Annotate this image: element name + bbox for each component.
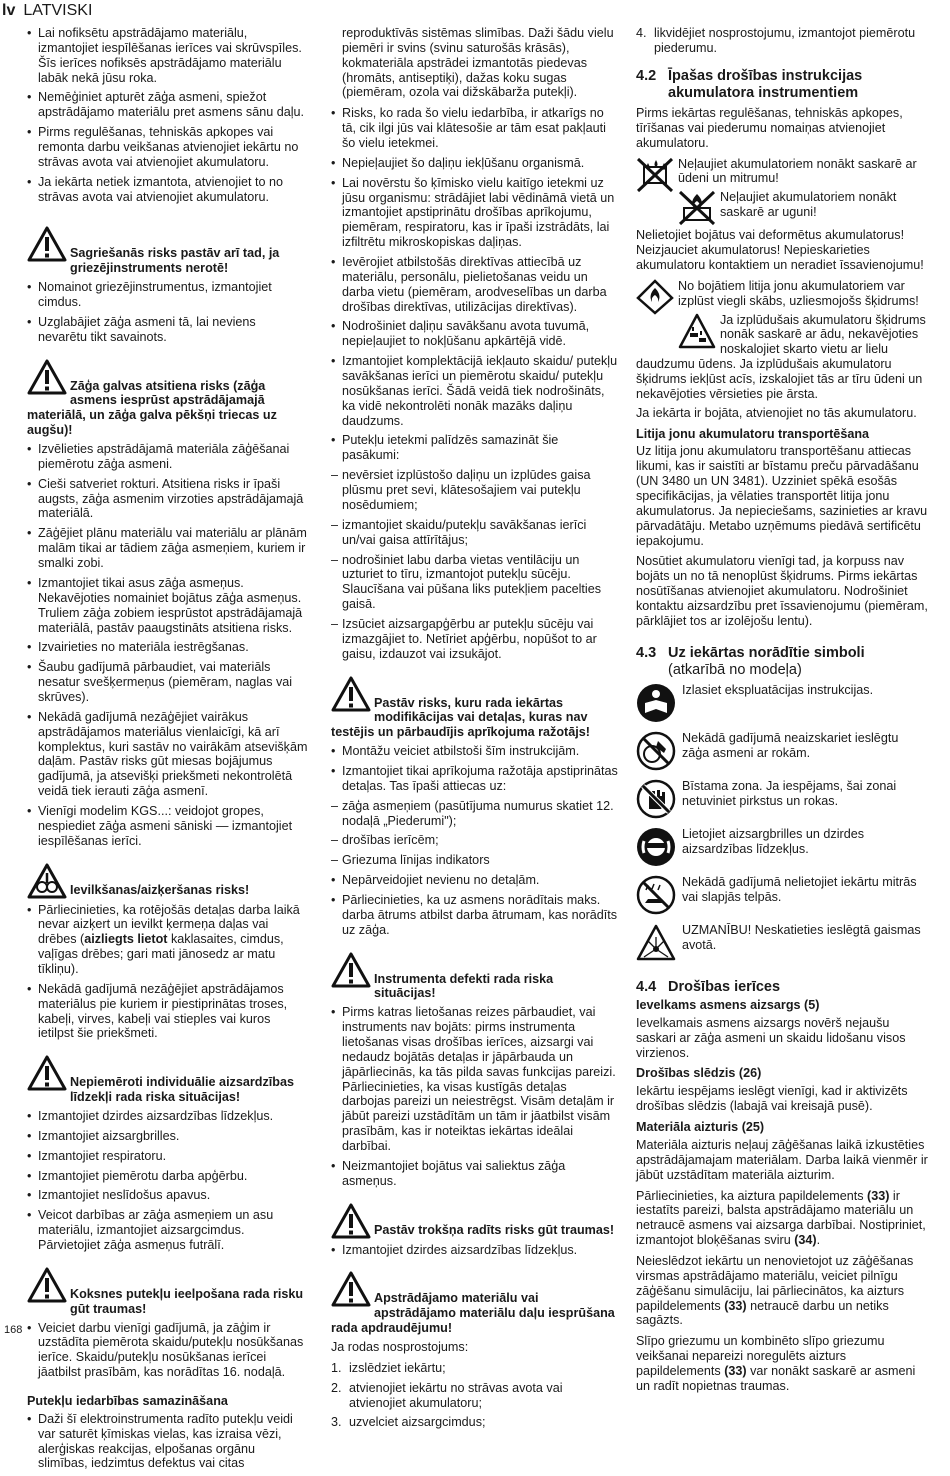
bullet-list — [331, 1243, 618, 1258]
list-item: – nodrošiniet labu darba vietas ventilāciju un uzturiet to tīru, izmantojot putekļu sūcēju. Slaucīšana vai pūšana liks putekļiem pacelties gaisā. — [331, 553, 618, 612]
flammable-fluid-notice: No bojātiem litija jonu akumulatoriem var izplūst viegli skābs, uzliesmojošs šķidrums! — [636, 279, 928, 309]
numbered-list — [636, 26, 928, 56]
read-manual-icon — [636, 683, 676, 723]
symbol-row: Nekādā gadījumā neaizskariet ieslēgtu zāģa asmeni ar rokām. — [636, 731, 928, 771]
list-item: • Šaubu gadījumā pārbaudiet, vai materiāls nesatur svešķermeņus (piemēram, naglas vai skrūves). — [27, 660, 308, 705]
list-item: • Nekādā gadījumā nezāģējiet vairākus apstrādājamos materiālus vienlaicīgi, kā arī komplektus, kuri sastāv no vairākām atsevišķām daļām. Pastāv risks gūt miesas bojājumus gadījumā, ja atsevišķi priekšmeti nekontrolētā veidā tiek ierauti zāģa asmenī. — [27, 710, 308, 799]
bullet-list — [27, 280, 308, 344]
list-item: • Nemēģiniet apturēt zāģa asmeni, spiežot apstrādājamo materiālu pret asmens sānu daļu. — [27, 90, 308, 120]
list-item: • Nomainot griezējinstrumentus, izmantojiet cimdus. — [27, 280, 308, 310]
warning-triangle-icon — [331, 952, 371, 988]
list-item: • Veicot darbības ar zāģa asmeņiem un asu materiālu, izmantojiet aizsargcimdus. Pārvietojiet zāģa asmeņus futrālī. — [27, 1208, 308, 1253]
corrosive-fluid-notice: Ja izplūdušais akumulatoru šķidrums nonāk saskarē ar ādu, nekavējoties noskalojiet skarto vietu ar lielu daudzumu ūdens. Ja izplūdušais akumulatoru šķidrums iekļūst acīs, izskalojiet tās ar tīru ūdeni un nekavējoties vērsieties pie ārsta. — [636, 312, 926, 401]
bullet-list — [27, 26, 308, 204]
warning-heading: Ievilkšanas/aizķeršanas risks! — [27, 863, 308, 899]
no-wet-use-icon — [636, 875, 676, 915]
paragraph: Pirms iekārtas regulēšanas, tehniskās apkopes, tīrīšanas vai piederumu nomaiņas atvienojiet akumulatoru. — [636, 105, 903, 150]
dash-list — [331, 799, 618, 868]
paragraph: Slīpo griezumu un kombinēto slīpo griezumu veikšanai nepareizi noregulēts aizturs papildelements (33) var nonākt saskarē ar asmeni un radīt nopietnas traumas. — [636, 1334, 916, 1393]
list-item: 1. izslēdziet iekārtu; — [331, 1360, 446, 1375]
entanglement-warning-icon — [27, 863, 67, 899]
warning-heading: Nepiemēroti individuālie aizsardzības līdzekļi rada riska situācijas! — [27, 1055, 308, 1105]
warning-heading: Koksnes putekļu ieelpošana rada risku gūt traumas! — [27, 1267, 308, 1317]
warning-triangle-icon — [27, 1267, 67, 1303]
section-heading: 4.4 Drošības ierīces — [636, 978, 781, 995]
bullet-list — [331, 106, 618, 463]
list-item: • Izmantojiet neslīdošus apavus. — [27, 1188, 308, 1203]
warning-triangle-icon — [27, 359, 67, 395]
no-fire-battery-icon — [678, 190, 716, 226]
bullet-list — [27, 1109, 308, 1253]
list-item: • Montāžu veiciet atbilstoši šīm instrukcijām. — [331, 744, 618, 759]
battery-water-notice: Neļaujiet akumulatoriem nonākt saskarē ar ūdeni un mitrumu! — [636, 157, 928, 187]
symbol-row: Bīstama zona. Ja iespējams, šai zonai netuviniet pirkstus un rokas. — [636, 779, 928, 819]
list-item: • Lai nofiksētu apstrādājamo materiālu, izmantojiet iespīlēšanas ierīces vai skrūvspīles. Šīs ierīces nofiksēs apstrādājamo materiālu labāk nekā jūsu roka. — [27, 26, 308, 85]
subsection-heading: Drošības slēdzis (26) — [636, 1066, 762, 1081]
paragraph: Ievelkamais asmens aizsargs novērš nejaušu saskari ar zāģa asmeni un skaidu lidošanu visos virzienos. — [636, 1015, 906, 1060]
list-item: • Nepieļaujiet šo daļiņu iekļūšanu organismā. — [331, 156, 618, 171]
paragraph: Nosūtiet akumulatoru vienīgi tad, ja korpuss nav bojāts un no tā nenoplūst šķidrums. Pirms iekārtas nosūtīšanas atvienojiet akumulatoru. Nodrošiniet kontaktu aizsardzību pret īssavienojumu (piemēram, pārklājiet tos ar izolējošu lentu). — [636, 554, 928, 628]
warning-heading: Pastāv trokšņa radīts risks gūt traumas! — [331, 1203, 618, 1239]
list-item: – drošības ierīcēm; — [331, 833, 618, 848]
list-item: – Izsūciet aizsargapģērbu ar putekļu sūcēju vai izmazgājiet to. Netīriet apģērbu, nopūšot to ar gaisu, izdauzot vai izsukājot. — [331, 617, 618, 662]
subsection-heading: Materiāla aizturis (25) — [636, 1120, 765, 1135]
no-water-battery-icon — [636, 157, 674, 193]
warning-heading: Sagriešanās risks pastāv arī tad, ja griezējinstruments nerotē! — [27, 226, 308, 276]
warning-heading: Instrumenta defekti rada riska situācijas! — [331, 952, 618, 1002]
keep-hands-away-icon — [636, 779, 676, 819]
page-number: 168 — [4, 1324, 23, 1337]
paragraph: Iekārtu iespējams ieslēgt vienīgi, kad ir aktivizēts drošības slēdzis (labajā vai kreisajā pusē). — [636, 1084, 908, 1114]
list-item: • Nepārveidojiet nevienu no detaļām. — [331, 873, 618, 888]
dash-list — [331, 468, 618, 661]
list-item: • Izmantojiet tikai asus zāģa asmeņus. Nekavējoties nomainiet bojātus zāģa asmeņus. Truliem zāģa zobiem iesprūstot apstrādājamajā materiālā, pastāv paaugstināts atsitiena risks. — [27, 576, 308, 635]
paragraph: Pārliecinieties, ka aiztura papildelements (33) ir iestatīts pareizi, balsta apstrādājamo materiālu un netraucē asmens vai aizsarga darbībai. Nostipriniet, izmantojot bloķēšanas sviru (34). — [636, 1188, 926, 1248]
symbol-row: Nekādā gadījumā nelietojiet iekārtu mitrās vai slapjās telpās. — [636, 875, 928, 915]
list-item: – Griezuma līnijas indikators — [331, 853, 618, 868]
list-item: • Nodrošiniet daļiņu savākšanu avota tuvumā, nepieļaujiet to nokļūšanu apkārtējā vidē. — [331, 319, 618, 349]
symbol-row: UZMANĪBU! Neskatieties ieslēgtā gaismas avotā. — [636, 923, 928, 963]
list-item: • Izmantojiet tikai aprīkojuma ražotāja apstiprinātas detaļas. Tas īpaši attiecas uz: — [331, 764, 618, 794]
list-item: • Veiciet darbu vienīgi gadījumā, ja zāģim ir uzstādīta piemērota skaidu/putekļu nosūkšanas ierīce. Skaidu/putekļu nosūkšanas ierīcei jāatbilst prasībām, kas norādītas 16. nodaļā. — [27, 1321, 308, 1380]
subsection-heading: Ievelkams asmens aizsargs (5) — [636, 998, 820, 1013]
bullet-list — [27, 903, 308, 1042]
laser-warning-icon — [636, 923, 676, 963]
paragraph: Neieslēdzot iekārtu un nenovietojot uz zāģēšanas virsmas apstrādājamo materiālu, veiciet pilnīgu zāģēšanu simulāciju, lai pārliecinātos, ka aizturs papildelements (33) netraucē darbu un netiks sagāzts. — [636, 1253, 914, 1328]
list-item: • Izvēlieties apstrādājamā materiāla zāģēšanai piemērotu zāģa asmeni. — [27, 442, 308, 472]
list-item: • Vienīgi modelim KGS...: veidojot gropes, nespiediet zāģa asmeni sāniski — izmantojiet iespīlēšanas ierīci. — [27, 804, 308, 849]
language-code: lv — [2, 2, 16, 19]
section-heading: Putekļu iedarbības samazināšana — [27, 1394, 228, 1409]
list-item: • Pārliecinieties, ka rotējošās detaļas darba laikā nevar aizķert un ievilkt ķermeņa daļas vai drēbes (aizliegts lietot kaklasaites, cimdus, vaļīgas drēbes; gari mati jānosedz ar matu tīkliņu). — [27, 903, 308, 977]
list-item: • Ja iekārta netiek izmantota, atvienojiet to no strāvas avota vai atvienojiet akumulatoru. — [27, 175, 308, 205]
warning-triangle-icon — [27, 226, 67, 262]
symbol-row: Lietojiet aizsargbrilles un dzirdes aizsardzības līdzekļus. — [636, 827, 928, 867]
wear-protection-icon — [636, 827, 676, 867]
list-item: • Uzglabājiet zāģa asmeni tā, lai neviens nevarētu tikt savainots. — [27, 315, 308, 345]
paragraph: Uz litija jonu akumulatoru transportēšanu attiecas likumi, kas ir saistīti ar bīstamu preču pārvadāšanu (UN 3480 un UN 3481). Uzziniet spēkā esošās specifikācijas, ja vēlaties transportēt litija jonu akumulatorus. Ja nepieciešams, sazinieties ar kravu pārvadātāju. Metabo uzņēmums piedāvā sertificētu iepakojumu. — [636, 444, 928, 548]
warning-triangle-icon — [331, 1203, 371, 1239]
section-heading: 4.2 Īpašas drošības instrukcijas akumulatora instrumentiem — [636, 67, 863, 101]
list-item: • Neizmantojiet bojātus vai saliektus zāģa asmeņus. — [331, 1159, 618, 1189]
bullet-list — [331, 1005, 618, 1188]
list-item: • Pirms katras lietošanas reizes pārbaudiet, vai instruments nav bojāts: pirms instrumenta lietošanas visas drošības ierīces, aizsargi vai nedaudz bojātās detaļas ir jāpārbauda un jāpārliecinās, ka tās pilda savas funkcijas pareizi. Pārliecinieties, ka visas kustīgās detaļas darbojas pareizi un neiestrēgst. Visām detaļām ir jābūt pareizi uzstādītām un tām ir jāatbilst visām prasībām, kas ir noteiktas iekārtas ideālai darbībai. — [331, 1005, 618, 1154]
corrosive-warning-icon — [678, 313, 716, 349]
warning-triangle-icon — [27, 1055, 67, 1091]
list-item: • Pirms regulēšanas, tehniskās apkopes vai remonta darbu veikšanas atvienojiet iekārtu no strāvas avota vai atvienojiet akumulatoru. — [27, 125, 308, 170]
list-item: • Cieši satveriet rokturi. Atsitiena risks ir īpaši augsts, zāģa asmenim virzoties apstrādājamajā materiālā. — [27, 477, 308, 522]
column-3 — [636, 26, 928, 1400]
bullet-list — [27, 1321, 308, 1380]
list-item: • Izmantojiet respiratoru. — [27, 1149, 308, 1164]
flammable-liquid-icon — [636, 279, 674, 315]
list-item: • Izmantojiet aizsargbrilles. — [27, 1129, 308, 1144]
language-name: LATVISKI — [23, 2, 93, 19]
section-heading: Litija jonu akumulatoru transportēšana — [636, 426, 870, 441]
list-item: 3. uzvelciet aizsargcimdus; — [331, 1415, 486, 1430]
bullet-list — [331, 873, 618, 937]
column-1 — [27, 26, 308, 1476]
warning-triangle-icon — [331, 1271, 371, 1307]
list-item: 4. likvidējiet nosprostojumu, izmantojot piemērotu piederumu. — [636, 26, 916, 55]
list-item: • Daži šī elektroinstrumenta radīto putekļu veidi var saturēt ķīmiskas vielas, kas izraisa vēzi, alerģiskas reakcijas, elpošanas orgānu slimības, iedzimtus defektus vai citas — [27, 1412, 308, 1471]
list-item: • Zāģējiet plānu materiālu vai materiālu ar plānām malām tikai ar tādiem zāģa asmeņiem, kuriem ir smalki zobi. — [27, 526, 308, 571]
paragraph: Ja iekārta ir bojāta, atvienojiet no tās akumulatoru. — [636, 405, 917, 420]
section-heading: 4.3 Uz iekārtas norādītie simboli (atkarībā no modeļa) — [636, 644, 865, 678]
warning-triangle-icon — [331, 676, 371, 712]
warning-heading: Apstrādājamo materiālu vai apstrādājamo materiālu daļu iesprūšana rada apdraudējumu! — [331, 1271, 618, 1336]
list-item: • Risks, ko rada šo vielu iedarbība, ir atkarīgs no tā, cik ilgi jūs vai klātesošie ar tām esat pakļauti šo vielu ietekmei. — [331, 106, 618, 151]
page-header — [2, 2, 92, 21]
list-item: – nevērsiet izplūstošo daļiņu un izplūdes gaisa plūsmu pret sevi, klātesošajiem vai putekļu nosēdumiem; — [331, 468, 618, 513]
warning-heading: Zāģa galvas atsitiena risks (zāģa asmens iesprūst apstrādājamajā materiālā, un zāģa galva pēkšņi triecas uz augšu)! — [27, 359, 308, 438]
bullet-list — [331, 744, 618, 794]
list-item: – izmantojiet skaidu/putekļu savākšanas ierīci un/vai gaisa attīrītājus; — [331, 518, 618, 548]
list-item: • Izmantojiet komplektācijā iekļauto skaidu/ putekļu savākšanas ierīci un piemērotu skaidu/ putekļu nosūkšanas ierīci. Šādā veidā tiek nodrošināts, ka vidē nekontrolēti nonāk mazāks daļiņu daudzums. — [331, 354, 618, 428]
list-item: • Izvairieties no materiāla iestrēgšanas. — [27, 640, 308, 655]
paragraph: Ja rodas nosprostojums: — [331, 1340, 469, 1355]
bullet-list — [27, 1412, 308, 1471]
list-item: • Izmantojiet dzirdes aizsardzības līdzekļus. — [331, 1243, 618, 1258]
list-item: 2. atvienojiet iekārtu no strāvas avota vai atvienojiet akumulatoru; — [331, 1380, 563, 1410]
list-item: • Lai novērstu šo ķīmisko vielu kaitīgo ietekmi uz jūsu organismu: strādājiet labi vēdināmā vietā un izmantojiet apstiprinātu drošības aprīkojumu, piemēram, respiratoru, kas ir īpaši izstrādāts, lai izfiltrētu mikroskopiskas daļiņas. — [331, 176, 618, 250]
bullet-list — [27, 442, 308, 848]
paragraph: reproduktīvās sistēmas slimības. Daži šādu vielu piemēri ir svins (svinu saturošās krāsās), kokmateriāla apstrādei izmantotās piedevas (hromāts, antiseptiķi), dažas koku sugas (piemēram, ozola vai dižskābarža putekļi). — [342, 26, 614, 100]
list-item: – zāģa asmeņiem (pasūtījuma numurus skatiet 12. nodaļā „Piederumi"); — [331, 799, 618, 829]
paragraph: Materiāla aizturis neļauj zāģēšanas laikā izkustēties apstrādājamajam materiālam. Darba laikā vienmēr ir jābūt uzstādītam materiāla aizturim. — [636, 1137, 928, 1182]
no-touch-blade-icon — [636, 731, 676, 771]
list-item: • Izmantojiet dzirdes aizsardzības līdzekļus. — [27, 1109, 308, 1124]
symbol-row: Izlasiet ekspluatācijas instrukcijas. — [636, 683, 928, 723]
list-item: • Pārliecinieties, ka uz asmens norādītais maks. darba ātrums atbilst darba ātrumam, kas norādīts uz zāģa. — [331, 893, 618, 938]
warning-heading: Pastāv risks, kuru rada iekārtas modifikācijas vai detaļas, kuras nav testējis un pārbaudījis aprīkojuma ražotājs! — [331, 676, 618, 741]
list-item: • Izmantojiet piemērotu darba apģērbu. — [27, 1169, 308, 1184]
battery-fire-notice: Neļaujiet akumulatoriem nonākt saskarē ar uguni! — [636, 190, 928, 220]
column-2 — [331, 26, 618, 1435]
paragraph: Nelietojiet bojātus vai deformētus akumulatorus! Neizjauciet akumulatorus! Nepieskarieties akumulatoru kontaktiem un neradiet īssavienojumu! — [636, 228, 924, 272]
list-item: • Nekādā gadījumā nezāģējiet apstrādājamos materiālus pie kuriem ir piestiprinātas troses, kabeļi, virves, kabeļi vai stieples vai kuros ietilpst šie priekšmeti. — [27, 982, 308, 1041]
list-item: • Putekļu ietekmi palīdzēs samazināt šie pasākumi: — [331, 433, 618, 463]
numbered-list — [331, 1361, 618, 1430]
list-item: • Ievērojiet atbilstošās direktīvas attiecībā uz materiālu, personālu, pielietošanas veidu un darba vietu (piemēram, arodveselības un darba drošības direktīvas, utilizācijas direktīvas). — [331, 255, 618, 314]
